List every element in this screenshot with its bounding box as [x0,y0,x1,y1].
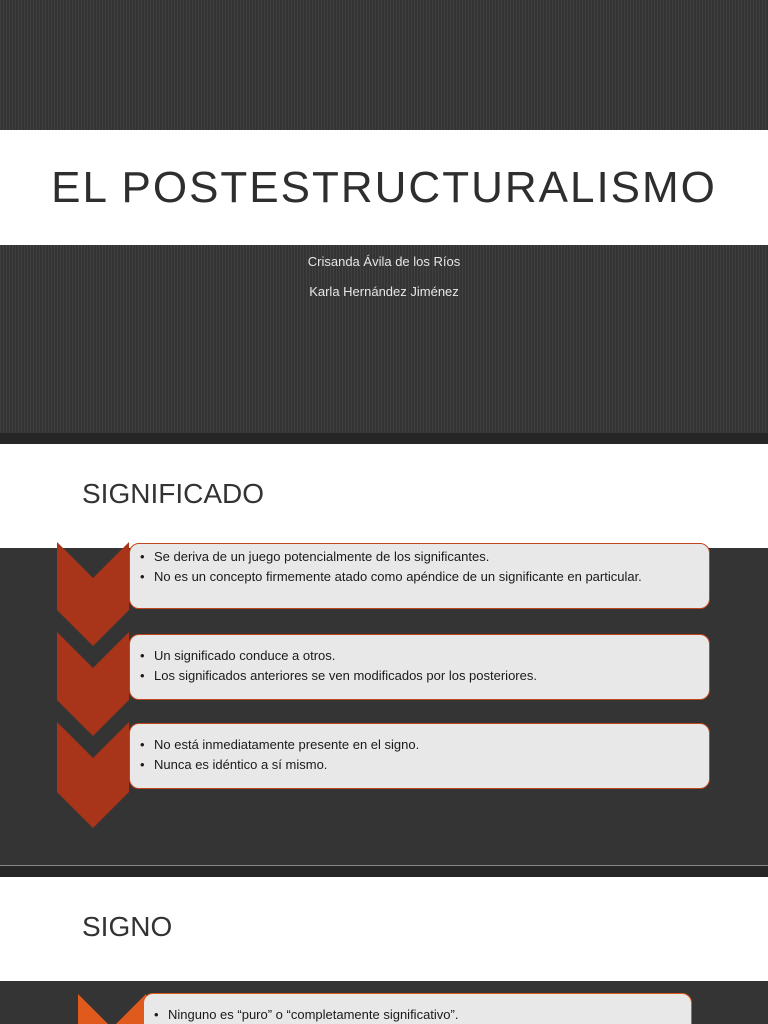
significado-item-2 [129,634,710,700]
signo-heading-band [0,877,768,981]
list-item: • Nunca es idéntico a sí mismo. [140,756,697,773]
author-2: Karla Hernández Jiménez [309,284,459,299]
signo-content [0,981,768,1024]
significado-item-3 [129,723,710,789]
significado-item-1 [129,543,710,609]
slide-separator [0,865,768,877]
list-item: • Ninguno es “puro” o “completamente significativo”. [154,1006,679,1023]
title-slide-bottom-band [0,245,768,433]
signo-item-1 [143,993,692,1024]
author-1: Crisanda Ávila de los Ríos [307,254,461,269]
section-heading-significado: SIGNIFICADO [82,478,265,509]
significado-heading-band [0,444,768,548]
section-heading-signo: SIGNO [82,911,173,942]
significado-content [0,548,768,865]
chevron-down-icon [57,722,129,828]
list-item: • No está inmediatamente presente en el signo. [140,736,697,753]
page-title: EL POSTESTRUCTURALISMO [51,162,717,212]
list-item: • Los significados anteriores se ven modificados por los posteriores. [140,667,697,684]
title-band [0,130,768,245]
title-slide-top-band [0,0,768,130]
chevron-down-icon [76,994,148,1024]
list-item: • Un significado conduce a otros. [140,647,697,664]
list-item: • Se deriva de un juego potencialmente de los significantes. [140,548,697,565]
authors [0,253,768,313]
slide-separator [0,433,768,444]
list-item: • No es un concepto firmemente atado como apéndice de un significante en particular. [140,568,697,585]
chevron-down-icon [57,632,129,736]
chevron-down-icon [57,542,129,646]
